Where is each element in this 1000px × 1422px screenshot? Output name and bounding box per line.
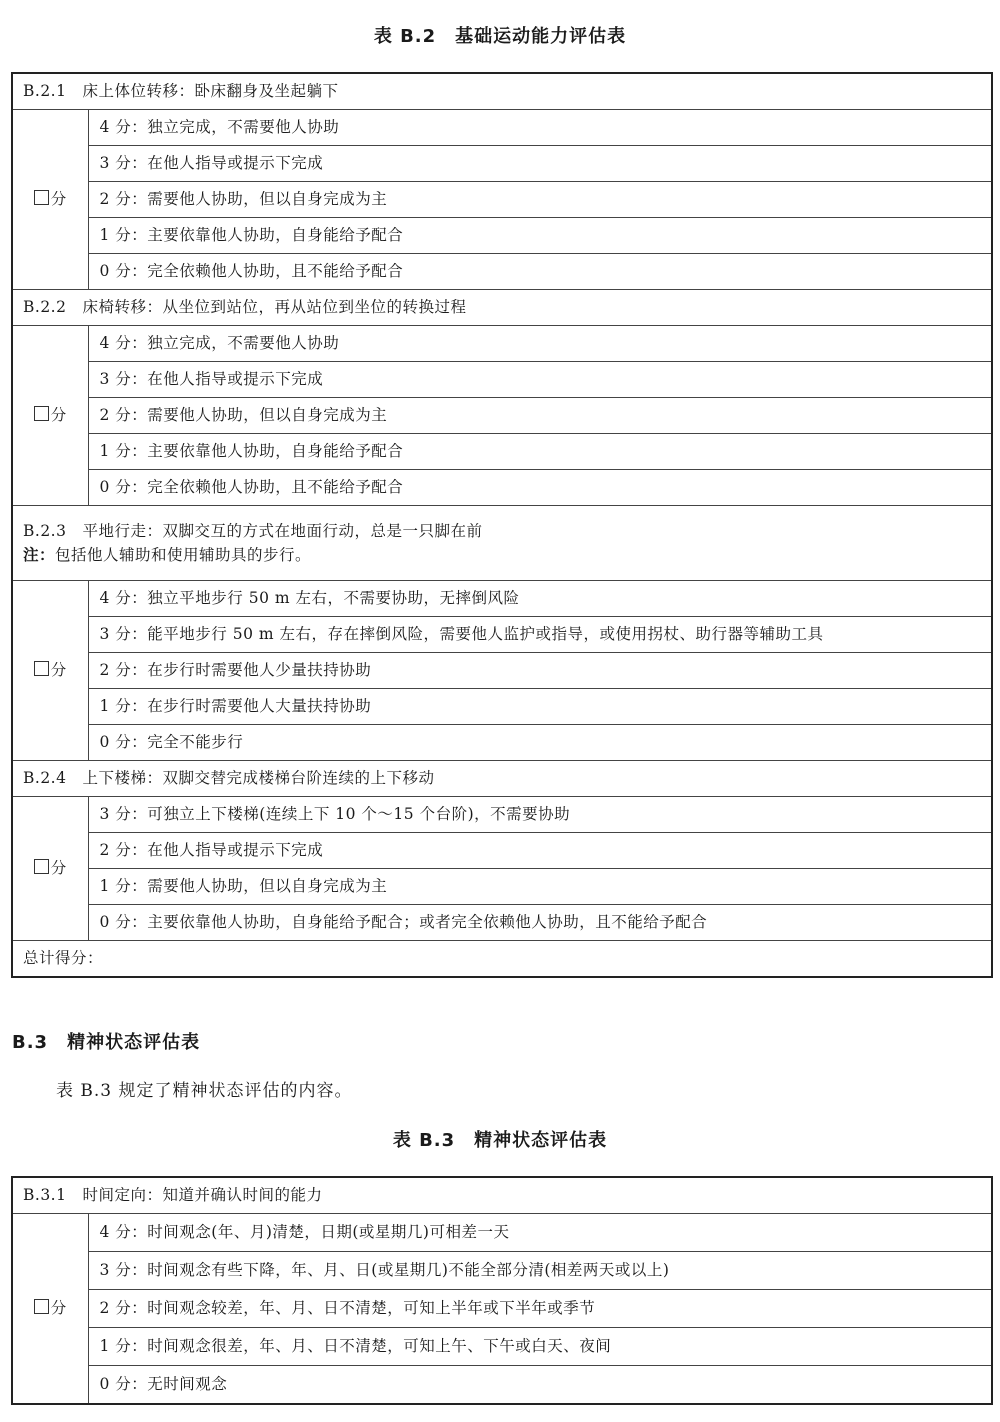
option-cell: 4 分：独立完成，不需要他人协助	[88, 110, 992, 146]
option-cell: 3 分：在他人指导或提示下完成	[88, 362, 992, 398]
option-cell: 2 分：在他人指导或提示下完成	[88, 833, 992, 869]
score-label: 分	[50, 1299, 67, 1318]
section-b3-intro: 表 B.3 规定了精神状态评估的内容。	[56, 1081, 353, 1101]
table-b3-title: 表 B.3 精神状态评估表	[392, 1130, 608, 1151]
option-cell: 3 分：能平地步行 50 m 左右，存在摔倒风险，需要他人监护或指导，或使用拐杖、助行器等辅助工具	[88, 617, 992, 653]
option-cell: 2 分：在步行时需要他人少量扶持协助	[88, 653, 992, 689]
option-cell: 3 分：可独立上下楼梯(连续上下 10 个～15 个台阶)，不需要协助	[88, 797, 992, 833]
total-score-field[interactable]: 总计得分：	[12, 941, 992, 978]
table-b3	[11, 1176, 993, 1405]
score-checkbox[interactable]	[34, 859, 49, 874]
option-cell: 2 分：需要他人协助，但以自身完成为主	[88, 182, 992, 218]
option-cell: 0 分：完全不能步行	[88, 725, 992, 761]
score-cell[interactable]	[12, 797, 88, 941]
note-text: 包括他人辅助和使用辅助具的步行。	[55, 546, 312, 564]
item-header-row	[12, 761, 992, 797]
option-cell: 1 分：在步行时需要他人大量扶持协助	[88, 689, 992, 725]
option-cell: 3 分：在他人指导或提示下完成	[88, 146, 992, 182]
score-label: 分	[50, 406, 67, 425]
table-b2	[11, 72, 993, 978]
option-cell: 4 分：独立完成，不需要他人协助	[88, 326, 992, 362]
total-row	[12, 941, 992, 978]
option-cell: 4 分：独立平地步行 50 m 左右，不需要协助，无摔倒风险	[88, 581, 992, 617]
option-cell: 0 分：完全依赖他人协助，且不能给予配合	[88, 470, 992, 506]
item-header: B.3.1 时间定向：知道并确认时间的能力	[12, 1177, 992, 1214]
item-note	[23, 545, 981, 565]
item-header-row	[12, 1177, 992, 1214]
item-header: B.2.3 平地行走：双脚交互的方式在地面行动，总是一只脚在前	[23, 521, 483, 540]
score-cell[interactable]	[12, 581, 88, 761]
item-header-row	[12, 506, 992, 581]
score-cell[interactable]	[12, 110, 88, 290]
option-cell: 0 分：无时间观念	[88, 1366, 992, 1405]
option-cell: 0 分：完全依赖他人协助，且不能给予配合	[88, 254, 992, 290]
score-cell[interactable]	[12, 326, 88, 506]
option-cell: 2 分：需要他人协助，但以自身完成为主	[88, 398, 992, 434]
item-header: B.2.2 床椅转移：从坐位到站位，再从站位到坐位的转换过程	[12, 290, 992, 326]
table-b2-title: 表 B.2 基础运动能力评估表	[373, 26, 627, 47]
item-header-row	[12, 290, 992, 326]
score-cell[interactable]	[12, 1214, 88, 1405]
score-label: 分	[50, 190, 67, 209]
score-checkbox[interactable]	[34, 406, 49, 421]
option-cell: 2 分：时间观念较差，年、月、日不清楚，可知上半年或下半年或季节	[88, 1290, 992, 1328]
option-cell: 1 分：时间观念很差，年、月、日不清楚，可知上午、下午或白天、夜间	[88, 1328, 992, 1366]
option-cell: 1 分：主要依靠他人协助，自身能给予配合	[88, 434, 992, 470]
option-cell: 3 分：时间观念有些下降，年、月、日(或星期几)不能全部分清(相差两天或以上)	[88, 1252, 992, 1290]
option-cell: 1 分：主要依靠他人协助，自身能给予配合	[88, 218, 992, 254]
score-label: 分	[50, 661, 67, 680]
score-checkbox[interactable]	[34, 661, 49, 676]
item-header: B.2.1 床上体位转移：卧床翻身及坐起躺下	[12, 73, 992, 110]
section-b3-heading: B.3 精神状态评估表	[12, 1032, 201, 1053]
item-header-with-note	[12, 506, 992, 581]
score-label: 分	[50, 859, 67, 878]
item-header-row	[12, 73, 992, 110]
option-cell: 0 分：主要依靠他人协助，自身能给予配合；或者完全依赖他人协助，且不能给予配合	[88, 905, 992, 941]
option-cell: 4 分：时间观念(年、月)清楚，日期(或星期几)可相差一天	[88, 1214, 992, 1252]
option-cell: 1 分：需要他人协助，但以自身完成为主	[88, 869, 992, 905]
note-label: 注：	[23, 545, 56, 564]
score-checkbox[interactable]	[34, 190, 49, 205]
item-header: B.2.4 上下楼梯：双脚交替完成楼梯台阶连续的上下移动	[12, 761, 992, 797]
score-checkbox[interactable]	[34, 1299, 49, 1314]
